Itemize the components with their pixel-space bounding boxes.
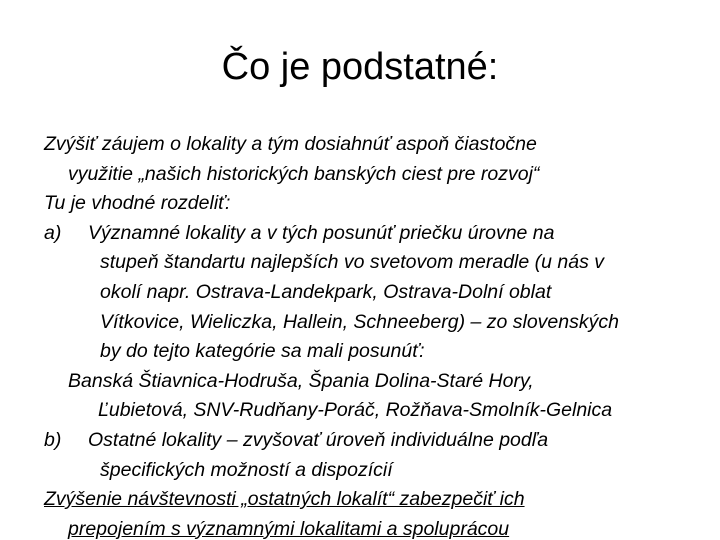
paragraph-goal-line-1: Zvýšiť záujem o lokality a tým dosiahnúť aspoň čiastočne: [44, 133, 537, 155]
list-item-b-line: špecifických možností a dispozícií: [100, 458, 393, 481]
list-item-a-line: by do tejto kategórie sa mali posunúť:: [100, 340, 425, 363]
list-item-a: [44, 219, 694, 367]
list-item-b: [44, 426, 694, 485]
slide-body: [44, 130, 694, 540]
list-item-a-line: Vítkovice, Wieliczka, Hallein, Schneeberg) – zo slovenských: [100, 310, 619, 333]
paragraph-goal-line-2: využitie „našich historických banských ciest pre rozvoj“: [68, 162, 540, 185]
paragraph-division: Tu je vhodné rozdeliť:: [44, 192, 231, 215]
paragraph-visitors: [44, 485, 694, 540]
slide-title: Čo je podstatné:: [221, 46, 499, 88]
list-item-a-line: stupeň štandartu najlepších vo svetovom meradle (u nás v: [100, 251, 605, 274]
list-marker-b: b): [44, 428, 62, 451]
paragraph-goal: [44, 130, 694, 189]
list-item-a-line: okolí napr. Ostrava-Landekpark, Ostrava-Dolní oblat: [100, 280, 552, 303]
paragraph-visitors-line-1: Zvýšenie návštevnosti „ostatných lokalít“ zabezpečiť ich: [44, 488, 525, 511]
list-item-a-line: Významné lokality a v tých posunúť priečku úrovne na: [88, 221, 555, 244]
significant-localities-list: [44, 367, 694, 426]
significant-localities-line-1: Banská Štiavnica-Hodruša, Špania Dolina-Staré Hory,: [68, 369, 534, 392]
significant-localities-line-2: Ľubietová, SNV-Rudňany-Poráč, Rožňava-Smolník-Gelnica: [98, 399, 613, 422]
list-item-b-line: Ostatné lokality – zvyšovať úroveň individuálne podľa: [88, 428, 549, 451]
paragraph-visitors-line-2: prepojením s významnými lokalitami a spoluprácou: [68, 517, 510, 540]
list-marker-a: a): [44, 221, 62, 244]
